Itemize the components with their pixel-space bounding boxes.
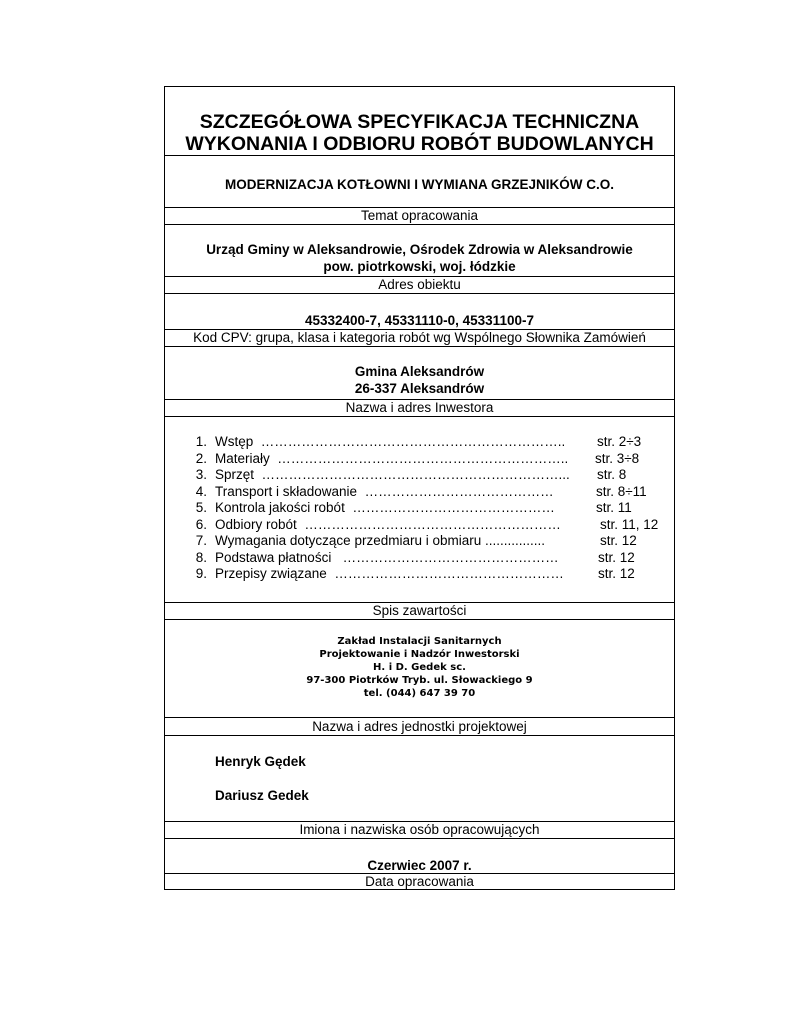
divider [165,619,674,620]
toc-entry [191,434,671,451]
authors-label: Imiona i nazwiska osób opracowujących [299,822,540,837]
toc-entry-leader: ………………………………………………… [304,516,561,532]
toc-entry-page: str. 12 [600,533,637,548]
toc-entry-page: str. 3÷8 [595,450,640,466]
toc-entry-page: str. 8 [597,467,627,482]
address-label: Adres obiektu [378,277,461,292]
toc-entry-leader: ………………………………………… [342,549,559,565]
divider [165,416,674,417]
toc-entry-title [215,517,561,534]
cpv-codes: 45332400-7, 45331110-0, 45331100-7 [305,313,534,328]
toc-entry [191,533,671,550]
toc-entry-number: 5. [195,500,207,515]
toc-entry-title-text: Wstęp [215,434,254,449]
divider [165,346,674,347]
investor-line-1: Gmina Aleksandrów [354,364,485,379]
toc-entry-title [215,550,559,567]
toc-entry-leader: ................ [485,533,546,548]
toc-entry-leader: ……………………………………………………….. [277,450,569,466]
toc-entry-title-text: Przepisy związane [215,566,327,581]
toc-entry-title-text: Podstawa płatności [215,549,332,565]
toc-entry [191,467,671,484]
toc-entry-leader: ……………………………………… [352,500,555,515]
toc-entry-title [215,484,554,501]
toc-entry-title-text: Materiały [215,450,270,466]
toc-entry-number: 1. [195,434,207,449]
toc-entry-title-text: Sprzęt [215,467,255,482]
toc-entry [191,517,671,534]
investor-line-2: 26-337 Aleksandrów [354,381,485,396]
toc-entry-leader: ………………………………………………………….. [260,434,566,449]
toc-entry-title-text: Transport i składowanie [215,483,358,499]
design-firm-block [165,635,674,700]
toc-entry-title-text: Wymagania dotyczące przedmiaru i obmiaru [215,533,482,548]
firm-activity: Projektowanie i Nadzór Inwestorski [319,649,520,660]
toc-entry-page: str. 2÷3 [597,434,642,449]
subject-label: Temat opracowania [360,208,479,223]
toc-entry-title [215,566,564,583]
toc-entry-number: 8. [195,549,207,565]
divider [165,224,674,225]
toc-entry-title-text: Kontrola jakości robót [215,500,345,515]
toc-entry-title [215,434,565,451]
divider [165,717,674,718]
divider [165,838,674,839]
toc-entry-number: 3. [195,467,207,482]
toc-entry-number: 4. [195,483,207,499]
toc-entry-title [215,533,545,550]
date-label: Data opracowania [365,874,474,889]
toc-entry [191,566,671,583]
toc-entry-number: 7. [195,533,207,548]
address-line-1: Urząd Gminy w Aleksandrowie, Ośrodek Zdrowia w Aleksandrowie [206,242,633,257]
toc-entry [191,500,671,517]
firm-phone: tel. (044) 647 39 70 [363,688,476,699]
investor-label: Nazwa i adres Inwestora [345,400,494,415]
toc-entry [191,451,671,468]
author-name: Dariusz Gedek [215,788,309,803]
firm-label: Nazwa i adres jednostki projektowej [312,719,527,734]
firm-address: 97-300 Piotrków Tryb. ul. Słowackiego 9 [306,675,533,686]
divider [165,735,674,736]
toc-entry [191,550,671,567]
toc-entry-title [215,500,555,517]
toc-entry-page: str. 12 [598,566,635,581]
toc-entry-title [215,451,568,468]
address-line-2: pow. piotrkowski, woj. łódzkie [323,259,516,274]
divider [165,155,674,156]
toc-entry-number: 6. [195,516,207,532]
toc-label: Spis zawartości [372,603,467,618]
document-title-line-2: WYKONANIA I ODBIORU ROBÓT BUDOWLANYCH [185,133,654,155]
date-value: Czerwiec 2007 r. [367,858,472,873]
cpv-label: Kod CPV: grupa, klasa i kategoria robót wg Wspólnego Słownika Zamówień [193,330,646,345]
investor-value [165,363,674,397]
toc-entry-page: str. 11, 12 [600,516,659,532]
toc-entry-leader: …………………………………… [364,483,554,499]
toc-entry-title-text: Odbiory robót [215,516,297,532]
toc-entry [191,484,671,501]
toc-entry-page: str. 12 [598,549,635,565]
document-title-line-1: SZCZEGÓŁOWA SPECYFIKACJA TECHNICZNA [199,111,640,133]
toc-entry-leader: …………………………………………… [334,566,564,581]
author-name: Henryk Gędek [215,754,306,769]
firm-name: Zakład Instalacji Sanitarnych [337,636,502,647]
toc-entry-page: str. 11 [596,500,632,515]
toc-entry-number: 9. [195,566,207,581]
divider [165,293,674,294]
toc-entry-number: 2. [195,450,207,466]
toc-entry-title [215,467,570,484]
firm-company: H. i D. Gedek sc. [373,662,466,673]
table-of-contents [191,434,671,583]
toc-entry-leader: …………………………………………………………... [261,467,570,482]
toc-entry-page: str. 8÷11 [596,483,647,499]
specification-cover-sheet [164,86,675,890]
subject-value: MODERNIZACJA KOTŁOWNI I WYMIANA GRZEJNIKÓW C.O. [225,177,614,192]
document-title [165,111,674,155]
address-value [165,241,674,275]
